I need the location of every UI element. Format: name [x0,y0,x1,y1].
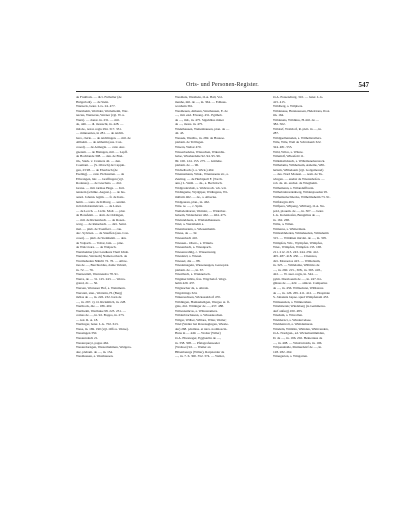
index-entry-line: Wimarsa, s. Wimermata. [273,226,307,231]
index-entry-line: aanol. Johann. legim. — fr. de Kais- [76,195,125,200]
index-entry-line: Wurmshaden Nährlit 72. 76. — Albre- [76,258,128,263]
index-entry-line: in. 325. — Wiilelama, Willtimo de [273,263,320,268]
index-entry-line: Halgerlodt). — de Stein. [76,99,109,104]
index-entry-line: 128. 282. 262. [273,349,293,354]
index-entry-line: — minnaeries, in 281. — de Aichli- [76,131,125,136]
index-entry-line: Wignher hihbs, fras. Wigchelof. Wegi- [175,276,227,281]
index-entry-line: Wertinger, beier. L.G. 702. 613. [76,322,119,327]
index-entry-line: Wimseuslen, s. Wimnershen. [273,299,312,304]
index-entry-line: D. de —, in. 196. 202. Heineriaus de [273,335,323,340]
index-entry-line: Wimpfen, Wir-, Wympfen, Wimpfea, [273,240,323,245]
index-entry-line: Coemant. — (S. Obroch) de Cappin- [76,163,126,168]
index-entry-line: de —, in. 456. Willzedanz, Willistona [273,285,324,290]
index-entry-line: Zeuling. — de Herbiptell F. (Torch. [175,176,223,181]
index-entry-line: Eseling). — cant. Eichstetten. — de [76,172,125,177]
index-entry-line: in Kirchdotnindcorn. — de Laber. [76,204,122,209]
index-entry-line: de Fruitbals. — dict. Fulballer (de [76,95,122,99]
index-entry-line: in. 72. — 76. [76,267,94,272]
index-entry-line: Wielanddeets, a. Wielandhaussen. [175,217,221,222]
index-entry-line: Wilresnamcas, a. Wilresnamers. [175,308,218,313]
index-entry-line: bero, clerle. — de Aichlingen. — mil. de [76,135,131,140]
index-entry-line: Wiesenbach, a. Wiesnpach. [175,245,212,250]
index-entry-line: comes de —, in. 92. Boppo, in. 273. [76,313,125,318]
index-entry-line: Wildingen, Hamauheligen, Wergeo at. fl- [175,299,231,304]
index-entry-line: Wiel (Weiler bei Ravensgingen, Wiesle- [175,322,229,327]
index-entry-line: mil.de., notar. regis 294. 317. 331. [76,126,122,131]
index-entry-line: Warnheim, Werlider, Werlerheim, War- [76,108,129,113]
index-entry-line: Wieslatzl, s. Wiesel. [175,254,203,259]
index-entry-line: de —, mil., in. 475. Siguhblus miner [175,117,224,122]
index-entry-line: Westerquoyt, pagus 462. [76,340,109,345]
index-entry-line: ghisus de —, 422. — amicet. Campertus [273,281,328,286]
index-entry-line: Allheim. — de Altheim (aus. Con- [76,140,123,145]
index-entry-line: Wernestlall, Wernreusba 78. 91. [76,272,119,277]
index-entry-line: 405. 487. 418. 450. — Cliensios, [273,254,318,259]
index-entry-line: Werra, de — 31. 125. 243. — Werra- [76,276,126,281]
index-entry-line: Wiekthausen, Weitenhausen, pion. de — [175,126,230,131]
index-entry-line: warg. — de Reisebach. — dict. Seinl. [76,222,127,227]
index-entry-line: rob. de. ab. enchet. de Wiegheim. [273,181,318,186]
index-entry-line: plebam. de Tröllsgen. [175,140,204,145]
index-entry-line: Wiesleinagein, Wiesenaugen, Gersopiot. [175,263,230,268]
index-entry-line: in. 162. 268. [273,217,290,222]
index-entry-line: in. 338. 308. — Pfalsgrafenseeler [175,340,220,345]
index-entry-line: Wiesenbach 410. [175,235,198,240]
index-entry-line: Wilhemann, s. Wilandeffbrein. [273,185,315,190]
index-entry-line: belse, Wisshardehe 92. 94. 95. 96. [175,154,221,159]
index-entry-line: Werthock, die — 186. 402. [76,304,113,309]
index-entry-line: Grane. — mil. tarmae Hege. — Intl- [76,185,125,190]
index-entry-line: lerium, Wilhelaam (vgl. Golgemonel) [273,167,324,172]
index-entry-line: Wiessen.- Oberr.., s. Winula. [175,240,214,245]
index-entry-line: Wild, Wilce, s. Wilere. [273,149,304,154]
index-entry-line: mal. — plub. de Svenfiert. — cau. [76,226,123,231]
index-entry-line: Wilderbrachiaesn, a. Wissaskochen. [175,313,224,318]
index-entry-line: Wiezlbach, s. Wiekneloch. [175,272,211,277]
index-entry-line: gen, 23 98. — de Eberbach (de [76,167,118,172]
index-entry-line: 422. — W. suer. regis, in. 344. — [273,272,318,277]
index-entry-line: Westhale, Westhele, O.A. Ball, Vol- [175,95,223,99]
index-entry-line: belsem, Widerderter 462. — 464. 475. [175,213,227,218]
index-entry-line: 99. 100. 124. 153. 275. — Gütlehe. [175,158,223,163]
index-entry-line: S. Johannis bapae. spud Wimpfenam 453. [273,295,329,300]
index-entry-line: — mil. de Rickenbach. — de Rosen- [76,217,126,222]
index-entry-line: Wiedum, s. Wiwollen. [273,313,303,318]
index-entry-line: —, in. 7. 6. 300. 352. 374. — Welter, [175,354,225,359]
index-entry-line: Wichelbach (i. a. Wick.) 462. [175,167,215,172]
index-entry-line: derf anfurg) 450. 483. [273,308,303,313]
index-entry-line: 415. 415. [273,99,286,104]
index-entry-line: helm 429. 437. [175,281,196,286]
index-entry-line: coset). — plub. de Steinheim. — den. [76,235,127,240]
index-entry-line: gnetem. — de Bisingen, mil. — Lapff. [76,149,128,154]
index-entry-line: Wilhemsrlecbhecks, Wilhelmsheim 73. 91. [273,195,331,200]
index-entry-line: Wilkmatbdusch, s. Willemsneberstock. [273,158,326,163]
index-entry-line: Wieldernct, s. Windervelsee. [273,317,312,322]
index-entry-line: Ellwangen, lair. — Graffingen (vgl. [76,176,124,181]
index-entry-line: Wile, Wile, Weil de Schöckenb 322. [273,140,322,145]
index-entry-line: 42. 43. [175,131,185,136]
index-entry-line: Wiessel, die — 88. [175,258,201,263]
index-entry-line: Wiernhuriein, s. Wiesentheim. [175,226,216,231]
index-entry-line: Wernheimer (der Landkurs Theil Ichsh. [76,249,129,254]
index-entry-line: cosed). — de Armagla. — cant. Aur- [76,145,126,150]
index-entry-line: O.A. Nordgun., ad. Wickelnstimmden, [273,331,325,336]
index-column-1 [76,95,172,500]
index-entry-line: Wiese, de — 32. [175,231,198,236]
index-entry-line: mitbrm 462. — de., s. Albecke. [175,195,217,200]
header-rule [76,91,369,92]
index-entry-line: plebam. de — 96. [175,163,199,168]
index-entry-line: (Wsiloer) 92. — Weiler an [175,345,211,350]
index-entry-line: Wern). — donat. in. 231. — mil. [76,117,120,122]
index-entry-line: dec. Sylvnen. — de Stauffen (aus. Con- [76,231,130,236]
index-entry-line: Wimrebhdeden, Wimshaeden, Wimsheim [273,231,329,236]
index-entry-line: Wildorf, Wsildorf, R. pleb. in —, in. [273,126,322,131]
index-entry-line: de —, in. 126. 265. 411. 412. — Hospitale [273,290,330,295]
index-entry-line: Werstatt, stan., Wertstin, H. (Berg) [76,290,123,295]
index-entry-line: wingen. — enebst de Wiezsnhofen. — [273,176,325,181]
index-entry-line: pyim. Dnotloeum de —, in. 247. Kr- [273,276,322,281]
index-entry-line: 287. [273,131,279,136]
index-entry-line: Westheuen, Ahheun, Westhausen, E. de [175,108,228,113]
index-entry-line: Hans in — 449. — Wolter (Wiler) [175,331,221,336]
index-entry-line: Wildenaue, Hennauaoen, Heleiriona, Ibox. [273,108,331,113]
index-entry-line: nacies, Wernerus, Werner (vgl. W. u. [76,113,125,118]
index-entry-line: 315. — Wildmen micdat. de —, in. 305. [273,235,327,240]
index-entry-line: Wessek, Wesllis., in. 269. de Hausoe. [175,135,225,140]
index-entry-line: — kol. R. A. 18. [76,317,99,322]
index-entry-line: gins, dict. Wittinger de —, 437. 488. [175,304,224,309]
index-entry-line: Wersen, Werneser Hof, a. Weinmern. [76,285,126,290]
index-entry-line: Wieldentrolt, a. Wimdemaraz. [273,322,314,327]
index-entry-line: Winegarten, s. Wingarten. [273,354,308,359]
index-entry-line: L.G. Kolenkofen, Bengnlius de —, [273,213,321,218]
index-entry-line: Wessingen 350. [76,331,98,336]
index-entry-line: Wikersachsen, Wickasattdorf 470. [175,295,221,300]
index-entry-line: Westerndach 21. [76,335,99,340]
index-entry-line: grand, dr. — 56. [76,281,98,286]
index-column-3 [273,95,369,500]
index-entry-line: Wiesenwahlig, c. Wiesenwnig. [175,249,217,254]
index-entry-line: — de Lecch. — Licht. Moll. — plur. [76,208,126,213]
index-entry-line: Wilfpera, Wilpeng, Wiilberg, O.A. Ne- [273,204,326,209]
index-entry-line: Wilhalama, Wihhelaam, Ashems, Will- [273,163,326,168]
index-entry-line: Wite. te. —, c. Spitz. [175,204,203,209]
index-entry-line: im. 164. [273,113,285,118]
index-entry-line: menhe, mil. de —, in. 364. — Edhaus- [175,99,227,104]
index-entry-line: Wildenais, Wildinss, H. mil. de — [273,117,319,122]
index-entry-line: wonhain 361. [175,104,194,109]
index-entry-line: Wilte, a. Wilen. [273,222,294,227]
index-entry-line: Wier., Wimpfen, Wimpfen 133. 168. [273,245,322,250]
index-entry-line: Wisern, Webar 470. [175,145,202,150]
index-entry-line: Wernshe, Wernsch) Namen erbach. de [76,254,128,259]
index-entry-line: — des. Nord Monast. — nom. de Tu- [273,172,324,177]
index-entry-line: Weilsdenbarter, Weinlar, — Widerber- [175,208,227,213]
index-entry-line: mölas de —, in. 226. 232. barn de [76,295,122,300]
index-entry-line: Wilemdf, Wileefeld 11. [273,154,305,159]
index-entry-line: tm., Stark. v. Cranters 42. — den. [76,158,121,163]
index-entry-line: Windeln, Wimbin, Wimden, Wimvenden, [273,326,329,331]
index-entry-line: de Bonsfeim. — dom. de Odringen, [76,213,124,218]
index-entry-line: Widingame, Wydgiper, Widingena, Wi- [175,190,228,195]
index-entry-line: O.A. Esreendturg, 310. — beier. L.G. [273,95,324,99]
index-entry-line: —, in. 260. 215., 308., in. 393. 418., [273,267,322,272]
index-entry-line: Wildgsellennelen, s. Wilhelisvellers. [273,135,322,140]
page-number: 547 [358,81,369,89]
index-entry-line: dict. Monaoios 423. — Wilholsum, [273,258,321,263]
index-entry-line: de Volpach. — Voltar, lain. — pine. [76,240,124,245]
index-entry-line: Wilfdorgin 463. [273,199,295,204]
index-entry-line: —, mil. end. Elwang. 451. Egilheb. [175,113,223,118]
index-entry-line: Wlipenahalle, Mamurdeirf de —, in. [273,345,322,350]
index-entry-line: pold, plouem. de —, in. 307. — beier. [273,208,324,213]
index-entry-line: de, 446. — dl. monachi, in. 428. — [76,122,124,127]
index-entry-line: Wiennsmann, Wink., Wiennsaens str., a. [175,172,229,177]
index-entry-line: 324. 481. 555. [273,145,293,150]
index-entry-line: Wildberg, s. Wilpbers. [273,104,303,109]
index-entry-line: —, in. 267. vj. O. Rickmlich, in. 228. [76,299,127,304]
index-entry-line: Westerdorngen, Westerbuhmen, Walgera- [76,345,132,350]
index-entry-line: Wisserbedelse, Wissachen, Wikardle- [175,149,226,154]
index-entry-line: Rodenes). — de Grechais. — dict. [76,181,123,186]
index-entry-line: Wilger, Wilber, Willare, Wiler, Weiler; [175,317,227,322]
index-entry-line: dez, plebam. de —, in. 154. [76,349,113,354]
index-entry-line: O.A. Eltesnoger, Egglsartin de —, [175,335,221,340]
index-entry-line: ites de —, Berchtoldus, dome Vahrstl, [76,263,127,268]
index-entry-line: ann.) L. Wehl. — de., a. Bechrloch. [175,181,223,186]
index-entry-line: —, in. 408. — Wiulcntrolds, in. 106. [273,340,323,345]
index-entry-line: Widgrade'ehab, s. Wehrwoch. wh. wit. [175,185,227,190]
index-entry-line: Windsbersk; Windsberg (ia Gemmersa- [273,304,326,309]
index-entry-line: Wese, in. 169. 190 (vgl. Offs u. Weise). [76,326,129,331]
index-entry-line: de Bochlande 308. — den. de Brei- [76,154,124,159]
index-entry-line: der) 268. pdomiss. et niox. nodmoscin- [175,326,228,331]
index-entry-line: Widgeuren, plan., in. 462. [175,199,210,204]
index-entry-line: Wilhebrahrardenberg, Wildenjoaedsn 95. [273,190,328,195]
index-entry-line: heim. — sons. de Kilburg. — senilet. [76,199,126,204]
index-entry-line: de Walcovara. — de Walpach. [76,245,117,250]
index-entry-line: Wigolttings 324. [175,290,198,295]
index-entry-line: Wertheim, Werthake 98. 223. 231. — [76,308,127,313]
index-entry-line: tenstein (schilke. August.). — de Iss- [76,190,126,195]
running-title: Orts- und Personen-Register. [186,82,259,88]
index-column-2 [175,95,271,500]
index-entry-line: Warneck, beier. L.G. 24. 477. [76,104,116,109]
index-entry-line: Hibenbeurgs (Wilter), Rarpnarder de [175,349,225,354]
index-entry-line: Wiel, a. Werntheim a. [175,222,205,227]
index-entry-line: 211. 212. 213. 243. 244. 259. 412. [273,249,319,254]
index-entry-line: Westhausen, a. Westhausen. [76,354,114,359]
index-entry-line: 382. 502. [273,122,286,127]
index-entry-line: plebam. de —, in. 67. [175,267,204,272]
index-entry-line: Wigleacher da, a. Ahrala. [175,285,209,290]
index-entry-line: de —, mons. in. 475. [175,122,204,127]
